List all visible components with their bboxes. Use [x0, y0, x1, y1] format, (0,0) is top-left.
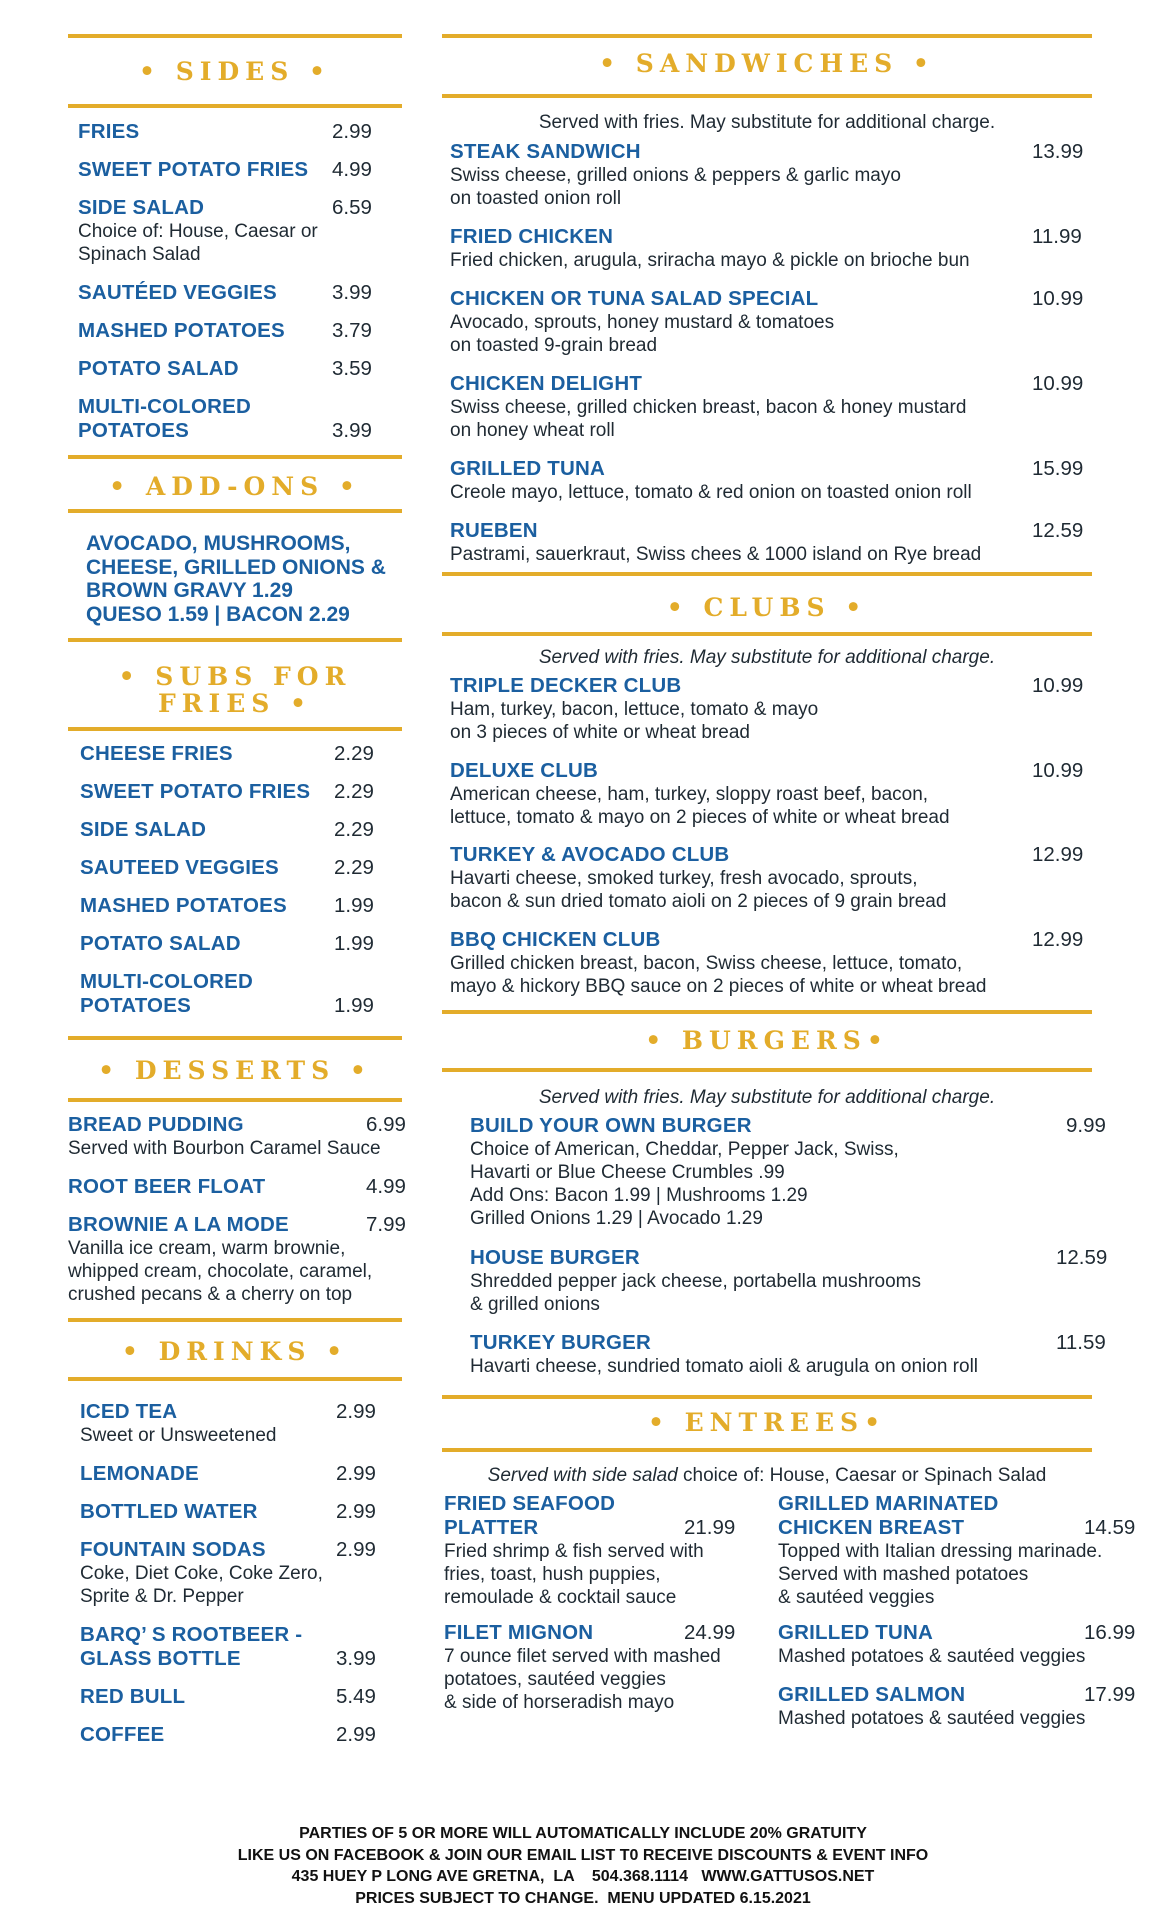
- list-item: [778, 1492, 1138, 1609]
- item-name: HOUSE BURGER: [470, 1246, 640, 1269]
- list-item: [68, 856, 402, 880]
- list-item: [68, 932, 402, 956]
- desserts-top-bar: [68, 1036, 402, 1040]
- item-name: MASHED POTATOES: [78, 319, 285, 342]
- item-name: SIDE SALAD: [80, 818, 207, 841]
- section-note-rest: choice of: House, Caesar or Spinach Salad: [677, 1465, 1047, 1486]
- item-price: 2.29: [334, 818, 374, 841]
- item-price: 1.99: [334, 994, 374, 1017]
- item-description: Mashed potatoes & sautéed veggies: [778, 1646, 1086, 1667]
- item-description: potatoes, sautéed veggies: [444, 1669, 666, 1690]
- list-item: [442, 759, 1092, 829]
- footer-social: LIKE US ON FACEBOOK & JOIN OUR EMAIL LIST T0 RECEIVE DISCOUNTS & EVENT INFO: [237, 1846, 929, 1864]
- item-description: Sprite & Dr. Pepper: [80, 1586, 244, 1607]
- subs-heading-line1: • SUBS FOR: [118, 662, 352, 691]
- item-name: POTATOES: [78, 419, 189, 442]
- drinks-heading-bar: [68, 1377, 402, 1381]
- list-item: [68, 818, 402, 842]
- item-price: 12.99: [1032, 843, 1084, 866]
- section-note-text: Served with fries. May substitute for additional charge.: [538, 647, 996, 668]
- item-price: 12.99: [1032, 928, 1084, 951]
- drinks-top-bar: [68, 1318, 402, 1322]
- item-name: FRIED CHICKEN: [450, 225, 614, 248]
- section-note-text: Served with fries. May substitute for additional charge.: [538, 1087, 996, 1108]
- item-price: 24.99: [684, 1621, 736, 1644]
- burgers-heading: • BURGERS•: [645, 1026, 889, 1055]
- item-name: COFFEE: [80, 1723, 165, 1746]
- item-description: Avocado, sprouts, honey mustard & tomatoes: [450, 312, 835, 333]
- list-item: [68, 742, 402, 766]
- list-item: [68, 281, 402, 305]
- item-name: SAUTÉED VEGGIES: [78, 281, 277, 304]
- item-price: 10.99: [1032, 372, 1084, 395]
- item-name: SWEET POTATO FRIES: [78, 158, 309, 181]
- section-note: Served with fries. May substitute for additional charge.: [538, 112, 996, 133]
- item-description: & grilled onions: [470, 1294, 600, 1315]
- item-price: 14.59: [1084, 1516, 1136, 1539]
- item-name: FOUNTAIN SODAS: [80, 1538, 266, 1561]
- list-item: [68, 1400, 402, 1447]
- item-price: 1.99: [334, 894, 374, 917]
- item-name: STEAK SANDWICH: [450, 140, 641, 163]
- item-description: American cheese, ham, turkey, sloppy roast beef, bacon,: [450, 784, 929, 805]
- item-description: Ham, turkey, bacon, lettuce, tomato & mayo: [450, 699, 819, 720]
- item-name: POTATOES: [80, 994, 191, 1017]
- list-item: [68, 158, 402, 182]
- addons-text: [86, 532, 386, 626]
- item-name: GRILLED SALMON: [778, 1683, 966, 1706]
- item-description: on honey wheat roll: [450, 420, 615, 441]
- list-item: [778, 1683, 1138, 1730]
- item-price: 7.99: [366, 1213, 406, 1236]
- list-item: [68, 780, 402, 804]
- item-name: BUILD YOUR OWN BURGER: [470, 1114, 752, 1137]
- item-description: Fried shrimp & fish served with: [444, 1541, 704, 1562]
- item-price: 3.79: [332, 319, 372, 342]
- list-item: [68, 1462, 402, 1486]
- list-item: [68, 1500, 402, 1524]
- item-description: on toasted 9-grain bread: [450, 335, 658, 356]
- item-name: RED BULL: [80, 1685, 186, 1708]
- item-description: Havarti cheese, smoked turkey, fresh avocado, sprouts,: [450, 868, 918, 889]
- item-price: 10.99: [1032, 674, 1084, 697]
- item-name: DELUXE CLUB: [450, 759, 598, 782]
- footer: [0, 1823, 1166, 1909]
- subs-section: [68, 660, 402, 1060]
- sides-heading-bar: [68, 104, 402, 108]
- list-item: [68, 1685, 402, 1709]
- list-item: [442, 674, 1092, 744]
- sides-section: [68, 34, 402, 464]
- item-price: 2.99: [336, 1723, 376, 1746]
- sandwiches-bottom-bar: [442, 572, 1092, 576]
- item-description: Pastrami, sauerkraut, Swiss chees & 1000 island on Rye bread: [450, 544, 982, 565]
- item-name: SWEET POTATO FRIES: [80, 780, 311, 803]
- list-item: [68, 1213, 406, 1306]
- item-price: 3.99: [332, 281, 372, 304]
- item-description: Mashed potatoes & sautéed veggies: [778, 1708, 1086, 1729]
- item-name: BOTTLED WATER: [80, 1500, 258, 1523]
- item-name: GRILLED TUNA: [450, 457, 605, 480]
- item-name: TRIPLE DECKER CLUB: [450, 674, 682, 697]
- item-name: FRIED SEAFOOD: [444, 1492, 616, 1515]
- item-name: CHICKEN OR TUNA SALAD SPECIAL: [450, 287, 819, 310]
- item-price: 13.99: [1032, 140, 1084, 163]
- item-name: BREAD PUDDING: [68, 1113, 244, 1136]
- item-name: MULTI-COLORED: [80, 970, 254, 993]
- item-price: 12.59: [1032, 519, 1084, 542]
- item-description: mayo & hickory BBQ sauce on 2 pieces of white or wheat bread: [450, 976, 987, 997]
- addons-heading-bar: [68, 509, 402, 513]
- entrees-heading: • ENTREES•: [647, 1408, 887, 1437]
- drinks-heading: • DRINKS •: [121, 1337, 349, 1366]
- item-price: 2.99: [336, 1462, 376, 1485]
- item-description: Grilled Onions 1.29 | Avocado 1.29: [470, 1208, 763, 1229]
- item-price: 15.99: [1032, 457, 1084, 480]
- sides-top-bar: [68, 34, 402, 38]
- item-name: LEMONADE: [80, 1462, 199, 1485]
- item-description: Topped with Italian dressing marinade.: [778, 1541, 1103, 1562]
- item-description: Fried chicken, arugula, sriracha mayo & pickle on brioche bun: [450, 250, 970, 271]
- addons-section: [68, 455, 402, 645]
- footer-gratuity: PARTIES OF 5 OR MORE WILL AUTOMATICALLY INCLUDE 20% GRATUITY: [299, 1825, 867, 1842]
- sandwiches-section: [442, 34, 1092, 579]
- item-name: BARQ’ S ROOTBEER -: [80, 1623, 303, 1646]
- desserts-section: [68, 1036, 406, 1326]
- addons-top-bar: [68, 455, 402, 459]
- item-price: 16.99: [1084, 1621, 1136, 1644]
- list-item: [68, 1723, 402, 1747]
- sides-heading: • SIDES •: [139, 57, 331, 86]
- item-name: BBQ CHICKEN CLUB: [450, 928, 661, 951]
- list-item: [68, 1538, 402, 1608]
- footer-address: 435 HUEY P LONG AVE GRETNA, LA 504.368.1114 WWW.GATTUSOS.NET: [291, 1868, 875, 1885]
- item-price: 2.99: [336, 1500, 376, 1523]
- item-description: Coke, Diet Coke, Coke Zero,: [80, 1563, 323, 1584]
- item-description: 7 ounce filet served with mashed: [444, 1646, 721, 1667]
- burgers-bottom-bar: [442, 1395, 1092, 1399]
- sandwiches-heading-bar: [442, 94, 1092, 98]
- addons-line: AVOCADO, MUSHROOMS,: [86, 532, 351, 555]
- list-item: [442, 1331, 1106, 1378]
- desserts-heading: • DESSERTS •: [98, 1056, 372, 1085]
- item-description: Served with Bourbon Caramel Sauce: [68, 1138, 381, 1159]
- list-item: [442, 457, 1092, 504]
- list-item: [68, 196, 402, 266]
- entrees-section: [442, 1405, 1142, 1735]
- item-name: SIDE SALAD: [78, 196, 205, 219]
- list-item: [442, 1492, 752, 1609]
- item-price: 17.99: [1084, 1683, 1136, 1706]
- item-name: FILET MIGNON: [444, 1621, 594, 1644]
- item-description: Add Ons: Bacon 1.99 | Mushrooms 1.29: [470, 1185, 808, 1206]
- section-note: [442, 1464, 1092, 1487]
- subs-heading-line2: FRIES •: [157, 689, 312, 718]
- list-item: [68, 357, 402, 381]
- item-price: 5.49: [336, 1685, 376, 1708]
- addons-line: QUESO 1.59 | BACON 2.29: [86, 602, 350, 626]
- addons-line: CHEESE, GRILLED ONIONS &: [86, 555, 386, 579]
- list-item: [442, 843, 1092, 913]
- item-price: 3.59: [332, 357, 372, 380]
- item-name: POTATO SALAD: [78, 357, 239, 380]
- item-description: Havarti or Blue Cheese Crumbles .99: [470, 1162, 785, 1183]
- item-description: Choice of: House, Caesar or: [78, 221, 318, 242]
- item-price: 9.99: [1066, 1114, 1106, 1137]
- item-description: Served with mashed potatoes: [778, 1564, 1029, 1585]
- item-name: BROWNIE A LA MODE: [68, 1213, 289, 1236]
- item-price: 10.99: [1032, 759, 1084, 782]
- sandwiches-top-bar: [442, 34, 1092, 38]
- list-item: [68, 1623, 402, 1671]
- section-note: [442, 646, 1092, 669]
- item-description: Grilled chicken breast, bacon, Swiss cheese, lettuce, tomato,: [450, 953, 963, 974]
- addons-line: BROWN GRAVY 1.29: [86, 579, 293, 602]
- item-name: SAUTEED VEGGIES: [80, 856, 279, 879]
- item-name: MASHED POTATOES: [80, 894, 287, 917]
- item-description: whipped cream, chocolate, caramel,: [68, 1261, 373, 1282]
- list-item: [442, 519, 1092, 566]
- addons-bottom-bar: [68, 638, 402, 642]
- section-note: [442, 1086, 1092, 1109]
- list-item: [442, 1114, 1106, 1230]
- item-name: CHICKEN BREAST: [778, 1516, 965, 1539]
- clubs-heading-bar: [442, 632, 1092, 636]
- list-item: [442, 225, 1092, 272]
- item-price: 2.99: [336, 1400, 376, 1423]
- item-price: 3.99: [332, 419, 372, 442]
- item-description: & sautéed veggies: [778, 1587, 935, 1608]
- item-description: bacon & sun dried tomato aioli on 2 pieces of 9 grain bread: [450, 891, 947, 912]
- list-item: [68, 894, 402, 918]
- item-price: 21.99: [684, 1516, 736, 1539]
- item-description: on 3 pieces of white or wheat bread: [450, 722, 750, 743]
- item-name: FRIES: [78, 120, 140, 143]
- item-description: Creole mayo, lettuce, tomato & red onion on toasted onion roll: [450, 482, 972, 503]
- drinks-section: [68, 1318, 402, 1758]
- item-description: crushed pecans & a cherry on top: [68, 1284, 353, 1305]
- item-name: GRILLED MARINATED: [778, 1492, 999, 1515]
- item-description: remoulade & cocktail sauce: [444, 1587, 677, 1608]
- list-item: [68, 970, 402, 1018]
- item-description: Shredded pepper jack cheese, portabella mushrooms: [470, 1271, 921, 1292]
- item-description: Choice of American, Cheddar, Pepper Jack, Swiss,: [470, 1139, 899, 1160]
- item-name: TURKEY & AVOCADO CLUB: [450, 843, 730, 866]
- list-item: [442, 928, 1092, 998]
- item-description: on toasted onion roll: [450, 188, 622, 209]
- item-description: Sweet or Unsweetened: [80, 1425, 277, 1446]
- item-description: Spinach Salad: [78, 244, 201, 265]
- item-description: Havarti cheese, sundried tomato aioli & arugula on onion roll: [470, 1356, 979, 1377]
- item-name: TURKEY BURGER: [470, 1331, 652, 1354]
- item-name: RUEBEN: [450, 519, 538, 542]
- section-note-italic: Served with side salad: [487, 1465, 678, 1486]
- item-price: 4.99: [332, 158, 372, 181]
- item-price: 4.99: [366, 1175, 406, 1198]
- subs-heading-bar: [68, 727, 402, 731]
- item-description: lettuce, tomato & mayo on 2 pieces of white or wheat bread: [450, 807, 950, 828]
- item-price: 10.99: [1032, 287, 1084, 310]
- item-description: Vanilla ice cream, warm brownie,: [68, 1238, 346, 1259]
- item-price: 11.59: [1056, 1331, 1106, 1354]
- burgers-section: [442, 1020, 1108, 1400]
- list-item: [778, 1621, 1138, 1668]
- list-item: [68, 120, 402, 144]
- item-description: & side of horseradish mayo: [444, 1692, 675, 1713]
- item-name: CHICKEN DELIGHT: [450, 372, 643, 395]
- item-description: fries, toast, hush puppies,: [444, 1564, 661, 1585]
- item-price: 2.99: [336, 1538, 376, 1561]
- item-price: 6.99: [366, 1113, 406, 1136]
- item-name: GRILLED TUNA: [778, 1621, 933, 1644]
- addons-heading: • ADD-ONS •: [109, 472, 361, 501]
- item-description: Swiss cheese, grilled chicken breast, bacon & honey mustard: [450, 397, 967, 418]
- item-name: POTATO SALAD: [80, 932, 241, 955]
- list-item: [68, 1113, 406, 1160]
- item-price: 11.99: [1032, 225, 1082, 248]
- sandwiches-heading: • SANDWICHES •: [599, 49, 935, 78]
- clubs-heading: • CLUBS •: [666, 593, 868, 622]
- list-item: [68, 1175, 406, 1199]
- desserts-heading-bar: [68, 1098, 402, 1102]
- item-description: Swiss cheese, grilled onions & peppers & garlic mayo: [450, 165, 901, 186]
- item-name: CHEESE FRIES: [80, 742, 233, 765]
- item-price: 3.99: [336, 1647, 376, 1670]
- item-name: PLATTER: [444, 1516, 539, 1539]
- item-price: 2.29: [334, 742, 374, 765]
- item-name: ICED TEA: [80, 1400, 178, 1423]
- burgers-heading-bar: [442, 1068, 1092, 1072]
- item-name: GLASS BOTTLE: [80, 1647, 241, 1670]
- list-item: [68, 319, 402, 343]
- footer-updated: PRICES SUBJECT TO CHANGE. MENU UPDATED 6.15.2021: [355, 1889, 811, 1907]
- item-price: 2.29: [334, 780, 374, 803]
- clubs-section: [442, 590, 1092, 1015]
- item-price: 1.99: [334, 932, 374, 955]
- item-price: 6.59: [332, 196, 372, 219]
- item-price: 2.99: [332, 120, 372, 143]
- item-price: 12.59: [1056, 1246, 1108, 1269]
- clubs-bottom-bar: [442, 1010, 1092, 1014]
- item-price: 2.29: [334, 856, 374, 879]
- list-item: [442, 1246, 1108, 1316]
- item-name: ROOT BEER FLOAT: [68, 1175, 266, 1198]
- list-item: [442, 287, 1092, 357]
- item-name: MULTI-COLORED: [78, 395, 252, 418]
- list-item: [442, 372, 1092, 442]
- list-item: [442, 1621, 752, 1714]
- list-item: [442, 140, 1092, 210]
- entrees-heading-bar: [442, 1448, 1092, 1452]
- list-item: [68, 395, 402, 443]
